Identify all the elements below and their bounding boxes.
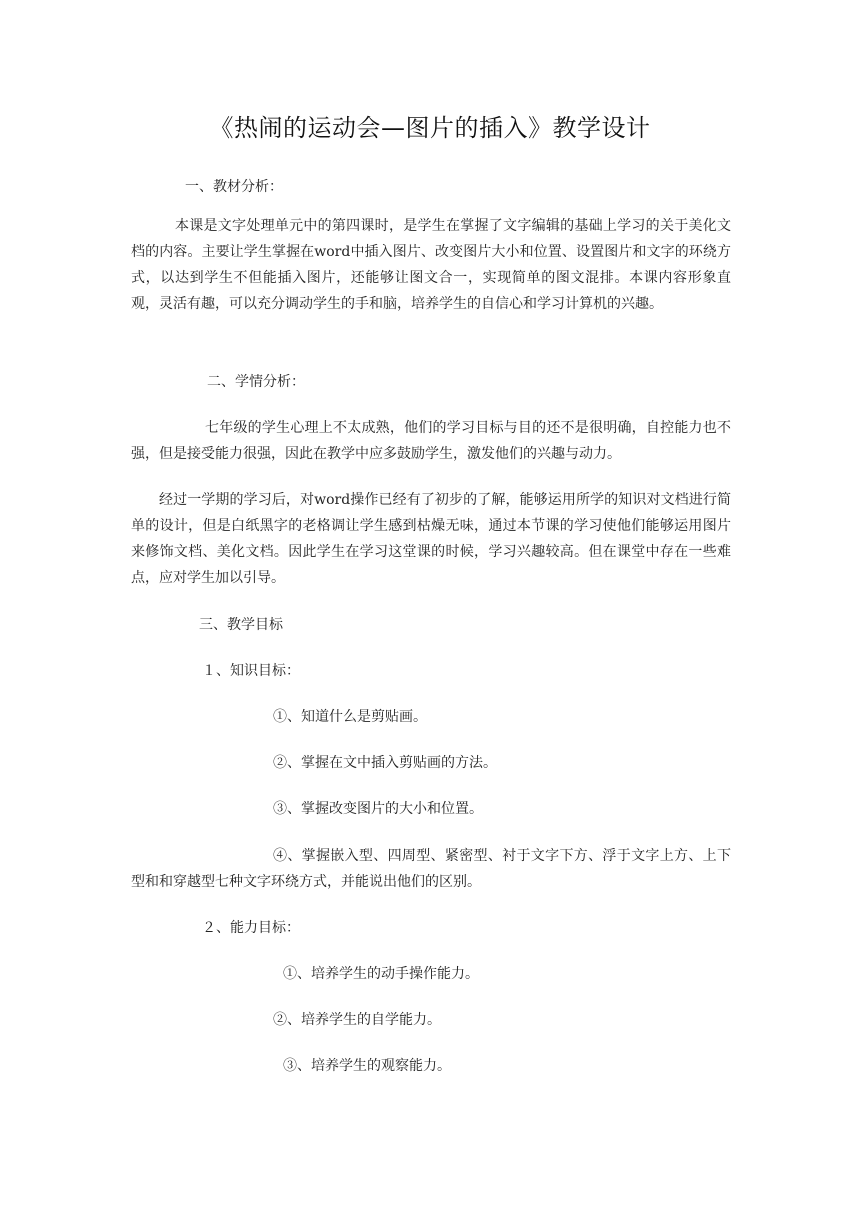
list-item-knowledge-4: ④、掌握嵌入型、四周型、紧密型、衬于文字下方、浮于文字上方、上下型和和穿越型七种文字环绕方式，并能说出他们的区别。 [131,848,731,890]
list-item-ability-2: ②、培养学生的自学能力。 [273,1012,441,1028]
list-item-ability-1: ①、培养学生的动手操作能力。 [283,966,479,982]
document-title: 《热闹的运动会—图片的插入》教学设计 [209,114,651,142]
subheading-knowledge-goals: １、知识目标： [202,663,300,679]
paragraph-textbook-analysis: 本课是文字处理单元中的第四课时，是学生在掌握了文字编辑的基础上学习的关于美化文档的内容。主要让学生掌握在word中插入图片、改变图片大小和位置、设置图片和文字的环绕方式，以达到学生不但能插入图片，还能够让图文合一，实现简单的图文混排。本课内容形象直观，灵活有趣，可以充分调动学生的手和脑，培养学生的自信心和学习计算机的兴趣。 [131,218,731,312]
section-heading-teaching-goals: 三、教学目标 [199,617,283,633]
list-item-knowledge-3: ③、掌握改变图片的大小和位置。 [273,801,483,817]
subheading-ability-goals: ２、能力目标： [202,920,300,936]
paragraph-student-analysis-2: 经过一学期的学习后，对word操作已经有了初步的了解，能够运用所学的知识对文档进行简单的设计，但是白纸黑字的老格调让学生感到枯燥无味，通过本节课的学习使他们能够运用图片来修饰文档、美化文档。因此学生在学习这堂课的时候，学习兴趣较高。但在课堂中存在一些难点，应对学生加以引导。 [131,492,731,586]
list-item-ability-3: ③、培养学生的观察能力。 [283,1058,451,1074]
paragraph-student-analysis-1: 七年级的学生心理上不太成熟，他们的学习目标与目的还不是很明确，自控能力也不强，但是接受能力很强，因此在教学中应多鼓励学生，激发他们的兴趣与动力。 [131,420,731,462]
section-heading-student-analysis: 二、学情分析： [207,374,305,390]
list-item-knowledge-1: ①、知道什么是剪贴画。 [273,709,427,725]
section-heading-textbook-analysis: 一、教材分析： [185,179,283,195]
list-item-knowledge-2: ②、掌握在文中插入剪贴画的方法。 [273,755,497,771]
